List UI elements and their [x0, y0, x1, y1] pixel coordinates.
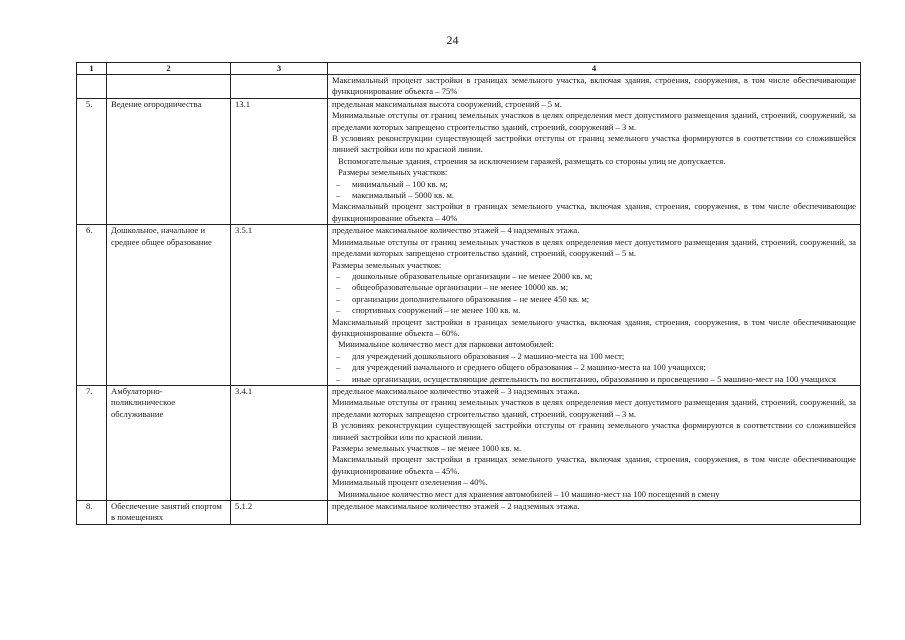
paragraph: Минимальные отступы от границ земельных участков в целях определения мест допустимого размещения зданий, строений, сооружений, за пределами которых запрещено строительство зданий, строений, сооружений – 3 м. [332, 397, 856, 419]
column-header-4: 4 [328, 63, 861, 75]
paragraph: В условиях реконструкции существующей застройки отступы от границ земельного участка формируются в соответствии со сложившейся линией застройки или по красной линии. [332, 133, 856, 155]
parameters-cell [328, 501, 861, 525]
row-number-cell: 6. [77, 225, 107, 386]
paragraph: Максимальный процент застройки в границах земельного участка, включая здания, строения, сооружения, в том числе обеспечивающие функционирование объекта – 45%. [332, 454, 856, 476]
bullet-item: – дошкольные образовательные организации – не менее 2000 кв. м; [332, 271, 856, 282]
row-number-cell [77, 75, 107, 99]
use-name-cell: Обеспечение занятий спортом в помещениях [107, 501, 231, 525]
bullet-item: – минимальный – 100 кв. м; [332, 179, 856, 190]
paragraph: Минимальный процент озеленения – 40%. [332, 477, 488, 488]
bullet-item: – иные организации, осуществляющие деятельность по воспитанию, образованию и просвещению – 5 машино-мест на 100 учащихся [332, 374, 856, 385]
paragraph: предельное максимальное количество этажей – 4 надземных этажа. [332, 225, 580, 236]
parameters-cell [328, 75, 861, 99]
table-row [77, 385, 861, 500]
indented-paragraph: Минимальное количество мест для хранения автомобилей – 10 машино-мест на 100 посещений в смену [338, 488, 720, 499]
indented-paragraph: Минимальное количество мест для парковки автомобилей: [338, 339, 554, 350]
indented-paragraph: Вспомогательные здания, строения за исключением гаражей, размещать со стороны улиц не допускается. [338, 155, 726, 166]
bullet-item: – спортивных сооружений – не менее 100 кв. м. [332, 305, 856, 316]
use-code-cell: 3.5.1 [231, 225, 328, 386]
use-code-cell: 5.1.2 [231, 501, 328, 525]
table-row [77, 98, 861, 224]
use-code-cell: 13.1 [231, 98, 328, 224]
parameters-cell [328, 98, 861, 224]
column-header-1: 1 [77, 63, 107, 75]
bullet-item: – для учреждений начального и среднего общего образования – 2 машино-места на 100 учащихся; [332, 362, 856, 373]
parameters-cell [328, 385, 861, 500]
use-name-cell: Амбулаторно-поликлиническое обслуживание [107, 385, 231, 500]
table-row [77, 225, 861, 386]
row-number-cell: 7. [77, 385, 107, 500]
paragraph: предельное максимальное количество этажей – 2 надземных этажа. [332, 501, 580, 512]
regulations-table [76, 62, 861, 525]
paragraph: В условиях реконструкции существующей застройки отступы от границ земельного участка формируются в соответствии со сложившейся линией застройки или по красной линии. [332, 420, 856, 442]
use-code-cell [231, 75, 328, 99]
paragraph: предельное максимальное количество этажей – 3 надземных этажа. [332, 385, 580, 396]
bullet-item: – максимальный – 5000 кв. м. [332, 190, 856, 201]
page-number: 24 [446, 33, 459, 47]
paragraph: Минимальные отступы от границ земельных участков в целях определения мест допустимого размещения зданий, строений, сооружений, за пределами которых запрещено строительство зданий, строений, сооружений – 5 м. [332, 236, 856, 259]
paragraph: Размеры земельных участков – не менее 1000 кв. м. [332, 443, 522, 453]
row-number-cell: 8. [77, 501, 107, 525]
bullet-item: – организации дополнительного образования – не менее 450 кв. м; [332, 294, 856, 305]
table-row [77, 75, 861, 99]
use-name-cell: Дошкольное, начальное и среднее общее образование [107, 225, 231, 386]
column-header-3: 3 [231, 63, 328, 75]
parameters-cell [328, 225, 861, 386]
row-number-cell: 5. [77, 98, 107, 224]
column-header-2: 2 [107, 63, 231, 75]
paragraph: Максимальный процент застройки в границах земельного участка, включая здания, строения, сооружения, в том числе обеспечивающие функционирование объекта – 40% [332, 201, 856, 223]
indented-paragraph: Размеры земельных участков: [338, 167, 448, 178]
use-code-cell: 3.4.1 [231, 385, 328, 500]
paragraph: предельная максимальная высота сооружений, строений – 5 м. [332, 98, 562, 109]
paragraph: Минимальные отступы от границ земельных участков в целях определения мест допустимого размещения зданий, строений, сооружений, за пределами которых запрещено строительство зданий, строений, сооружений – 3 м. [332, 110, 856, 132]
bullet-item: – общеобразовательные организации – не менее 10000 кв. м; [332, 282, 856, 293]
table-row [77, 501, 861, 525]
paragraph: Максимальный процент застройки в границах земельного участка, включая здания, строения, сооружения, в том числе обеспечивающие функционирование объекта – 60%. [332, 316, 856, 338]
table-header-row [77, 63, 861, 75]
paragraph: Размеры земельных участков: [332, 259, 442, 270]
use-name-cell: Ведение огородничества [107, 98, 231, 224]
paragraph: Максимальный процент застройки в границах земельного участка, включая здания, строения, сооружения, в том числе обеспечивающие функционирование объекта – 75% [332, 75, 856, 97]
bullet-item: – для учреждений дошкольного образования – 2 машино-места на 100 мест; [332, 351, 856, 362]
use-name-cell [107, 75, 231, 99]
